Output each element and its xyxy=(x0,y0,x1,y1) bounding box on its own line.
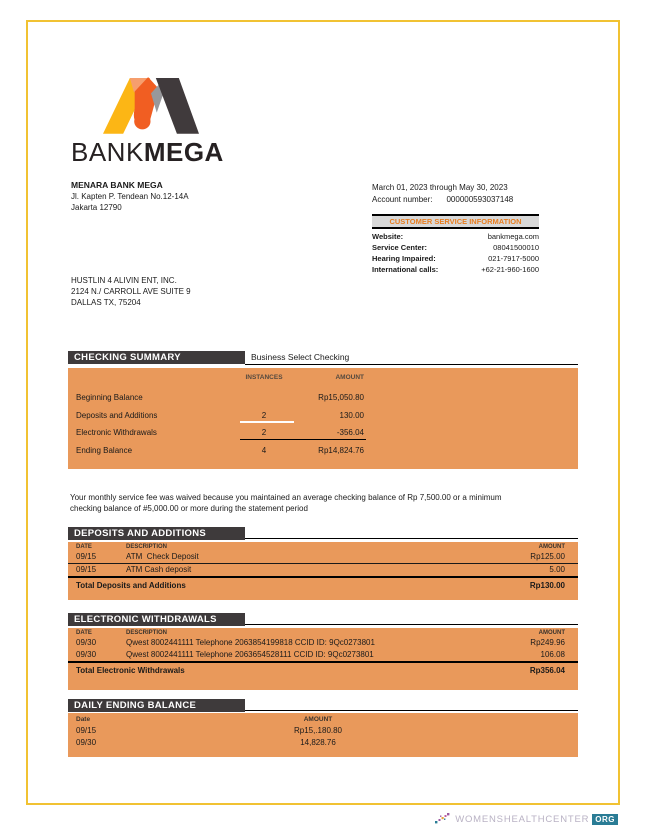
col-header-instances: INSTANCES xyxy=(245,374,283,381)
checking-summary-table xyxy=(68,368,578,469)
account-number-label: Account number: xyxy=(372,195,433,204)
col-header-amount: AMOUNT xyxy=(538,630,565,636)
account-type-label: Business Select Checking xyxy=(251,352,350,362)
col-header-description: DESCRIPTION xyxy=(126,544,168,550)
customer-service-row: Service Center: 08041500010 xyxy=(372,243,539,252)
customer-address-line2: DALLAS TX, 75204 xyxy=(71,298,141,307)
subtitle-underline xyxy=(245,364,578,365)
account-number: 000000593037148 xyxy=(446,195,514,204)
col-header-date: DATE xyxy=(76,630,92,636)
daily-balance-row: 09/30 14,828.76 xyxy=(76,738,336,747)
withdrawals-table xyxy=(68,628,578,690)
summary-row: Electronic Withdrawals 2 -356.04 xyxy=(76,428,364,437)
wordmark-mega: MEGA xyxy=(143,137,224,167)
bank-address-line2: Jakarta 12790 xyxy=(71,203,122,212)
withdrawals-total-row: Total Electronic Withdrawals Rp356.04 xyxy=(76,666,565,675)
bank-mega-m-icon xyxy=(103,72,199,134)
daily-balance-section-header: DAILY ENDING BALANCE xyxy=(68,699,245,712)
col-header-amount: AMOUNT xyxy=(538,544,565,550)
bank-name: MENARA BANK MEGA xyxy=(71,180,163,190)
customer-name: HUSTLIN 4 ALIVIN ENT, INC. xyxy=(71,276,177,285)
bank-mega-logo xyxy=(71,72,231,168)
withdrawals-section-header: ELECTRONIC WITHDRAWALS xyxy=(68,613,245,626)
withdrawal-row: 09/30 Qwest 8002441111 Telephone 2063654528111 CCID ID: 9Qc0273801 106.08 xyxy=(68,649,578,663)
customer-service-title: CUSTOMER SERVICE INFORMATION xyxy=(372,214,539,229)
footer-watermark xyxy=(434,812,618,826)
withdrawals-header-line xyxy=(245,624,578,625)
deposits-header-line xyxy=(245,538,578,539)
customer-address xyxy=(71,275,191,308)
customer-service-row: Website: bankmega.com xyxy=(372,232,539,241)
checking-summary-header: CHECKING SUMMARY xyxy=(68,351,245,364)
withdrawal-row: 09/30 Qwest 8002441111 Telephone 2063854199818 CCID ID: 9Qc0273801 Rp249.96 xyxy=(76,638,565,647)
customer-service-box xyxy=(372,214,539,275)
daily-balance-table xyxy=(68,713,578,757)
deposit-row: 09/15 ATM Cash deposit 5.00 xyxy=(68,564,578,578)
deposits-total-row: Total Deposits and Additions Rp130.00 xyxy=(76,581,565,590)
col-header-amount: AMOUNT xyxy=(303,716,333,723)
footer-brand-text: WOMENSHEALTHCENTER xyxy=(455,813,590,825)
footer-org-badge: ORG xyxy=(592,814,618,825)
instances-underline-white xyxy=(240,421,294,423)
col-header-date: DATE xyxy=(76,544,92,550)
statement-period-block xyxy=(372,182,572,206)
bank-mega-wordmark xyxy=(71,137,231,168)
wordmark-bank: BANK xyxy=(71,137,144,167)
withdrawals-underline-black xyxy=(240,439,366,440)
daily-balance-row: 09/15 Rp15,.180.80 xyxy=(76,726,343,735)
col-header-amount: AMOUNT xyxy=(335,374,364,381)
customer-service-row: Hearing Impaired: 021-7917-5000 xyxy=(372,254,539,263)
summary-row: Beginning Balance Rp15,050.80 xyxy=(76,393,364,402)
customer-service-row: International calls: +62-21-960-1600 xyxy=(372,265,539,274)
dots-swirl-icon xyxy=(434,812,452,826)
customer-address-line1: 2124 N./ CARROLL AVE SUITE 9 xyxy=(71,287,191,296)
daily-balance-header-line xyxy=(245,710,578,711)
summary-row: Ending Balance 4 Rp14,824.76 xyxy=(76,445,364,455)
deposit-row: 09/15 ATM Check Deposit Rp125.00 xyxy=(68,551,578,564)
col-header-date: Date xyxy=(76,716,91,723)
col-header-description: DESCRIPTION xyxy=(126,630,168,636)
deposits-table xyxy=(68,542,578,600)
bank-address xyxy=(71,180,189,213)
deposits-section-header: DEPOSITS AND ADDITIONS xyxy=(68,527,245,540)
bank-address-line1: Jl. Kapten P. Tendean No.12-14A xyxy=(71,192,189,201)
statement-period: March 01, 2023 through May 30, 2023 xyxy=(372,183,508,192)
service-fee-note: Your monthly service fee was waived because you maintained an average checking balance of Rp 7,500.00 or a minimum checking balance of #5,000.00 or more during the statement period xyxy=(70,493,502,513)
summary-row: Deposits and Additions 2 130.00 xyxy=(76,410,364,420)
